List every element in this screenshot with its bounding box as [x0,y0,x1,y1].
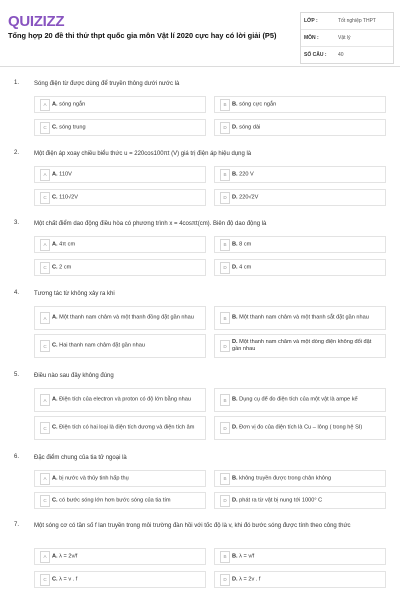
option-text: B. sóng cực ngắn [232,101,277,107]
option-text: B. 8 cm [232,241,252,247]
option-text: D. sóng dài [232,124,261,130]
meta-key: SỐ CÂU : [304,52,327,58]
page-title: Tổng hợp 20 đề thi thử thpt quốc gia môn Vật lí 2020 cực hay có lời giải (P5) [8,31,277,40]
option-text: C. Điện tích có hai loại là điện tích dương và điện tích âm [52,424,195,431]
option-text: C. sóng trung [52,124,86,130]
option-text: B. Một thanh nam châm và một thanh sắt đặt gần nhau [232,314,369,321]
option-a[interactable]: A A. sóng ngắn [34,96,206,113]
option-text: C. 110√2V [52,194,78,200]
meta-value: Tốt nghiệp THPT [338,18,376,24]
option-text: B. không truyền được trong chân không [232,475,332,481]
question-number: 3. [14,220,20,226]
option-text: A. λ = 2v/f [52,553,78,559]
question-number: 5. [14,372,20,378]
option-c[interactable]: C C. 2 cm [34,259,206,276]
option-d[interactable]: D D. 4 cm [214,259,386,276]
option-c[interactable]: C C. Hai thanh nam châm đặt gần nhau [34,334,206,358]
option-b[interactable]: B B. Dụng cụ để đo điện tích của một vật là ampe kế [214,388,386,412]
option-a[interactable]: A A. bị nước và thủy tinh hấp thụ [34,470,206,487]
option-b[interactable]: B B. sóng cực ngắn [214,96,386,113]
meta-value: Vật lý [338,35,351,41]
option-text: B. λ = v/f [232,553,255,559]
option-text: D. λ = 2v . f [232,576,261,582]
meta-row-subject [301,30,393,47]
option-d[interactable]: D D. Một thanh nam châm và một dòng điện không đổi đặt gần nhau [214,334,386,358]
question-number: 6. [14,454,20,460]
question-number: 4. [14,290,20,296]
question-number: 7. [14,522,20,528]
option-text: A. sóng ngắn [52,101,86,107]
option-text: D. Đơn vị đo của điện tích là Cu – lông ( trong hệ SI) [232,424,363,431]
option-text: D. phát ra từ vật bị nung tới 1000° C [232,497,323,503]
option-c[interactable]: C C. có bước sóng lớn hơn bước sóng của tia tím [34,492,206,509]
meta-key: MÔN : [304,35,319,41]
option-b[interactable]: B B. không truyền được trong chân không [214,470,386,487]
option-text: C. có bước sóng lớn hơn bước sóng của tia tím [52,497,171,503]
option-text: A. 110V [52,171,72,177]
meta-box [300,12,394,64]
option-text: A. Điện tích của electron và proton có độ lớn bằng nhau [52,396,191,403]
option-text: D. 4 cm [232,264,252,270]
option-b[interactable]: B B. Một thanh nam châm và một thanh sắt đặt gần nhau [214,306,386,330]
question-text: Một điện áp xoay chiều biểu thức u = 220cos100πt (V) giá trị điện áp hiệu dụng là [34,151,252,157]
question-text: Sóng điện từ được dùng để truyền thông dưới nước là [34,81,180,87]
option-d[interactable]: D D. 220√2V [214,189,386,206]
option-d[interactable]: D D. λ = 2v . f [214,571,386,588]
question-text: Điều nào sau đây không đúng [34,373,114,379]
meta-value: 40 [338,52,344,58]
option-text: C. λ = v . f [52,576,78,582]
option-text: C. 2 cm [52,264,72,270]
option-a[interactable]: A A. λ = 2v/f [34,548,206,565]
option-c[interactable]: C C. 110√2V [34,189,206,206]
option-b[interactable]: B B. 220 V [214,166,386,183]
question-text: Một sóng cơ có tần số f lan truyền trong môi trường đàn hồi với tốc độ là v, khi đó bước sóng được tính theo công thức [34,523,351,529]
option-d[interactable]: D D. sóng dài [214,119,386,136]
question-text: Tương tác từ không xảy ra khi [34,291,115,297]
option-text: D. Một thanh nam châm và một dòng điện không đổi đặt gần nhau [232,339,372,352]
option-text: A. 4π cm [52,241,76,247]
meta-key: LỚP : [304,18,318,24]
header-divider [0,66,400,67]
option-d[interactable]: D D. phát ra từ vật bị nung tới 1000° C [214,492,386,509]
quizizz-logo: QUIZIZZ [8,13,65,30]
meta-row-class [301,13,393,30]
meta-row-count [301,47,393,63]
document-header [0,0,400,62]
option-a[interactable]: A A. 4π cm [34,236,206,253]
option-b[interactable]: B B. 8 cm [214,236,386,253]
option-text: D. 220√2V [232,194,259,200]
option-text: B. 220 V [232,171,254,177]
question-number: 1. [14,80,20,86]
option-b[interactable]: B B. λ = v/f [214,548,386,565]
question-text: Đặc điểm chung của tia tử ngoại là [34,455,127,461]
option-a[interactable]: A A. Điện tích của electron và proton có độ lớn bằng nhau [34,388,206,412]
option-d[interactable]: D D. Đơn vị đo của điện tích là Cu – lông ( trong hệ SI) [214,416,386,440]
option-c[interactable]: C C. λ = v . f [34,571,206,588]
option-a[interactable]: A A. 110V [34,166,206,183]
question-text: Một chất điểm dao động điều hòa có phương trình x = 4cosπt(cm). Biên độ dao động là [34,221,267,227]
option-text: A. Một thanh nam châm và một thanh đồng đặt gần nhau [52,314,194,321]
option-text: C. Hai thanh nam châm đặt gần nhau [52,342,145,349]
question-number: 2. [14,150,20,156]
option-text: A. bị nước và thủy tinh hấp thụ [52,475,129,481]
option-a[interactable]: A A. Một thanh nam châm và một thanh đồng đặt gần nhau [34,306,206,330]
option-c[interactable]: C C. Điện tích có hai loại là điện tích dương và điện tích âm [34,416,206,440]
option-c[interactable]: C C. sóng trung [34,119,206,136]
option-text: B. Dụng cụ để đo điện tích của một vật là ampe kế [232,396,358,403]
